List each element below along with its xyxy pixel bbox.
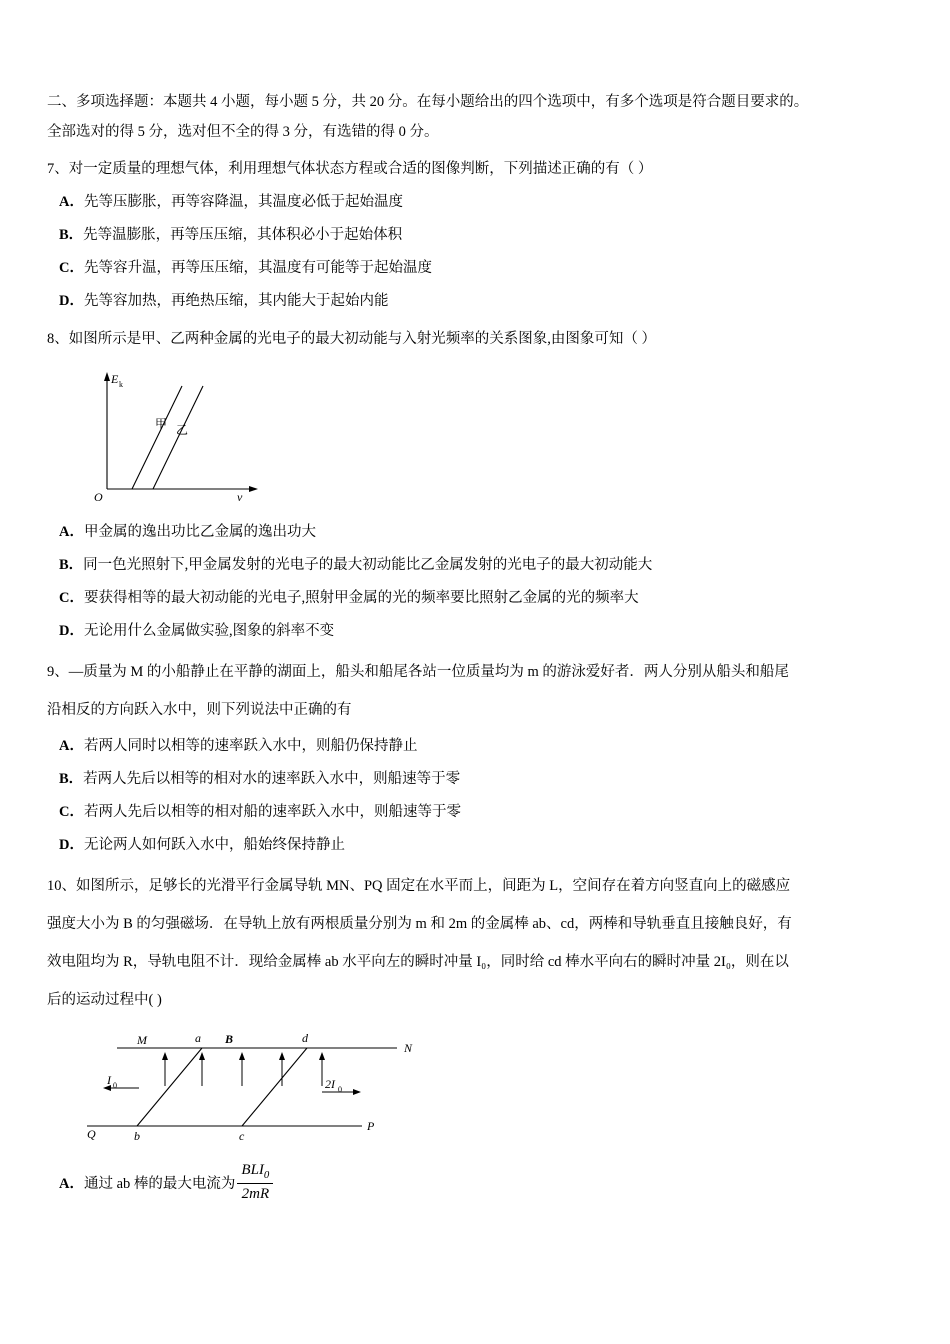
question-10-figure xyxy=(77,1026,895,1151)
question-7 xyxy=(47,154,895,316)
x-axis-label: ν xyxy=(237,490,243,504)
option-text: 若两人先后以相等的相对水的速率跃入水中，则船速等于零 xyxy=(83,771,461,787)
fraction-numerator-text: BLI xyxy=(241,1162,264,1178)
fraction-numerator-sub: 0 xyxy=(263,1169,270,1181)
question-9-stem-line2: 沿相反的方向跃入水中，则下列说法中正确的有 xyxy=(47,702,352,718)
option-text: 要获得相等的最大初动能的光电子,照射甲金属的光的频率要比照射乙金属的光的频率大 xyxy=(83,590,639,606)
question-8-option-c xyxy=(59,583,895,613)
option-text: 无论两人如何跃入水中，船始终保持静止 xyxy=(83,837,345,853)
fraction-numerator xyxy=(237,1161,273,1184)
option-text: 通过 ab 棒的最大电流为 xyxy=(83,1176,236,1193)
option-label: B． xyxy=(59,557,84,573)
option-label: A． xyxy=(59,1176,84,1193)
option-label: C． xyxy=(59,804,84,820)
curve-label-jia: 甲 xyxy=(155,417,168,431)
option-label: B． xyxy=(59,771,84,787)
question-9-stem-line1: 9、—质量为 M 的小船静止在平静的湖面上，船头和船尾各站一位质量均为 m 的游泳爱好者．两人分别从船头和船尾 xyxy=(47,664,789,680)
option-label: C． xyxy=(59,590,84,606)
question-10-option-a xyxy=(59,1161,895,1204)
label-N: N xyxy=(404,1041,413,1055)
impulse-left-label: I xyxy=(107,1073,111,1087)
question-7-option-b xyxy=(59,220,895,250)
label-c: c xyxy=(239,1129,245,1143)
question-8 xyxy=(47,324,895,646)
option-label: D． xyxy=(59,837,84,853)
label-P: P xyxy=(367,1119,375,1133)
question-8-option-a xyxy=(59,517,895,547)
label-d: d xyxy=(302,1031,308,1045)
question-9-option-a xyxy=(59,731,895,761)
question-7-stem: 7、对一定质量的理想气体，利用理想气体状态方程或合适的图像判断，下列描述正确的有（ ） xyxy=(47,161,653,177)
option-text: 先等容加热，再绝热压缩，其内能大于起始内能 xyxy=(83,293,389,309)
option-text: 先等压膨胀，再等容降温，其温度必低于起始温度 xyxy=(83,194,403,210)
label-a: a xyxy=(195,1031,201,1045)
fraction xyxy=(237,1161,273,1204)
option-text: 若两人同时以相等的速率跃入水中，则船仍保持静止 xyxy=(83,738,418,754)
option-text: 若两人先后以相等的相对船的速率跃入水中，则船速等于零 xyxy=(83,804,461,820)
question-9 xyxy=(47,654,895,860)
question-9-option-c xyxy=(59,797,895,827)
curve-label-yi: 乙 xyxy=(176,423,189,437)
question-8-figure xyxy=(77,364,895,509)
option-label: A． xyxy=(59,524,84,540)
question-9-option-b xyxy=(59,764,895,794)
question-7-option-d xyxy=(59,286,895,316)
option-label: D． xyxy=(59,293,84,309)
question-7-option-a xyxy=(59,187,895,217)
rails-magnetic-field-diagram xyxy=(77,1026,427,1146)
option-text: 先等温膨胀，再等压压缩，其体积必小于起始体积 xyxy=(83,227,403,243)
y-axis-label: E xyxy=(111,372,119,386)
option-text: 甲金属的逸出功比乙金属的逸出功大 xyxy=(83,524,316,540)
question-7-option-c xyxy=(59,253,895,283)
option-text: 先等容升温，再等压压缩，其温度有可能等于起始温度 xyxy=(83,260,432,276)
question-10-stem-line2: 强度大小为 B 的匀强磁场．在导轨上放有两根质量分别为 m 和 2m 的金属棒 ab、cd，两棒和导轨垂直且接触良好，有 xyxy=(47,916,792,932)
section-header-line1: 二、多项选择题：本题共 4 小题，每小题 5 分，共 20 分。在每小题给出的四个选项中，有多个选项是符合题目要求的。 xyxy=(47,94,809,110)
question-8-option-b xyxy=(59,550,895,580)
question-10-stem-line3: 效电阻均为 R，导轨电阻不计．现给金属棒 ab 水平向左的瞬时冲量 I₀，同时给 cd 棒水平向右的瞬时冲量 2I₀，则在以 xyxy=(47,954,789,970)
impulse-left-sub: 0 xyxy=(113,1081,117,1090)
section-header-line2: 全部选对的得 5 分，选对但不全的得 3 分，有选错的得 0 分。 xyxy=(47,124,439,140)
question-10-stem-line4: 后的运动过程中( ) xyxy=(47,992,162,1008)
label-M: M xyxy=(137,1033,147,1047)
option-label: B． xyxy=(59,227,84,243)
question-8-stem: 8、如图所示是甲、乙两种金属的光电子的最大初动能与入射光频率的关系图象,由图象可知（ ） xyxy=(47,331,656,347)
y-axis-label-sub: k xyxy=(119,380,123,389)
impulse-right-sub: 0 xyxy=(338,1085,342,1094)
question-9-option-d xyxy=(59,830,895,860)
option-label: A． xyxy=(59,738,84,754)
option-label: D． xyxy=(59,623,84,639)
label-B: B xyxy=(225,1032,234,1046)
origin-label: O xyxy=(94,490,103,504)
option-label: A． xyxy=(59,194,84,210)
impulse-right-label: 2I xyxy=(325,1077,335,1091)
fraction-denominator: 2mR xyxy=(241,1186,270,1203)
option-label: C． xyxy=(59,260,84,276)
question-8-option-d xyxy=(59,616,895,646)
section-header xyxy=(47,88,895,146)
option-text: 无论用什么金属做实验,图象的斜率不变 xyxy=(83,623,335,639)
photoelectric-graph xyxy=(77,364,317,504)
option-text: 同一色光照射下,甲金属发射的光电子的最大初动能比乙金属发射的光电子的最大初动能大 xyxy=(83,557,653,573)
question-10 xyxy=(47,868,895,1204)
label-b: b xyxy=(134,1129,140,1143)
label-Q: Q xyxy=(87,1127,96,1141)
question-10-stem-line1: 10、如图所示，足够长的光滑平行金属导轨 MN、PQ 固定在水平而上，间距为 L，空间存在着方向竖直向上的磁感应 xyxy=(47,878,791,894)
